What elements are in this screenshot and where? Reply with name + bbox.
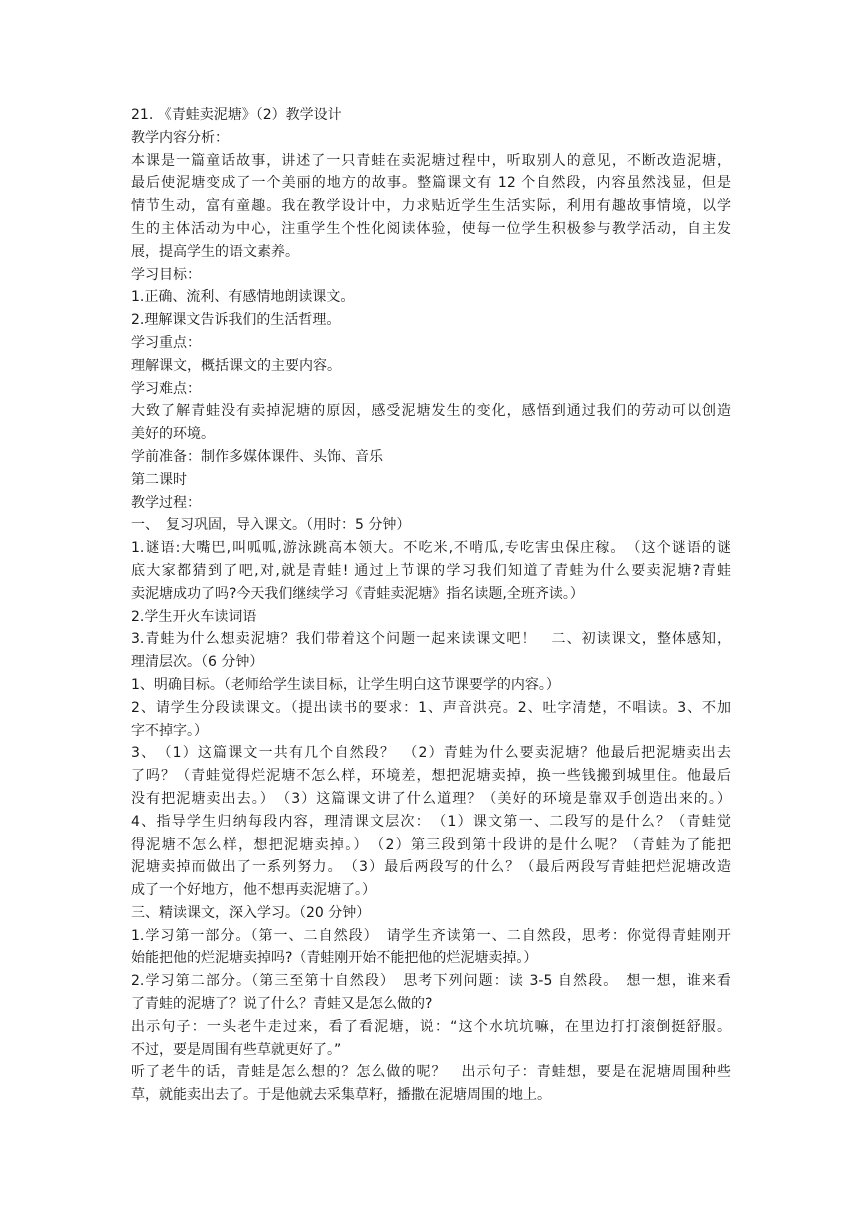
text-line: 字不掉字。） bbox=[131, 722, 208, 739]
text-line: 最后使泥塘变成了一个美丽的地方的故事。整篇课文有 12 个自然段，内容虽然浅显，但是 bbox=[131, 175, 731, 192]
text-line: 2.学生开火车读词语 bbox=[131, 608, 257, 625]
text-line: 1、明确目标。（老师给学生读目标，让学生明白这节课要学的内容。） bbox=[131, 676, 560, 693]
text-line: 草，就能卖出去了。于是他就去采集草籽，播撒在泥塘周围的地上。 bbox=[131, 1087, 551, 1104]
text-line: 情节生动，富有童趣。我在教学设计中，力求贴近学生生活实际，利用有趣故事情境，以学 bbox=[131, 198, 731, 215]
text-line: 教学过程： bbox=[131, 494, 201, 511]
text-line: 1.谜语:大嘴巴,叫呱呱,游泳跳高本领大。不吃米,不啃瓜,专吃害虫保庄稼。 （这个谜语的谜 bbox=[131, 540, 731, 557]
text-line: 2、请学生分段读课文。（提出读书的要求：1、声音洪亮。2、吐字清楚，不唱读。3、不加 bbox=[131, 699, 731, 716]
text-line: 理清层次。（6 分钟） bbox=[131, 654, 264, 671]
text-line: 1.正确、流利、有感情地朗读课文。 bbox=[131, 289, 355, 306]
document-page bbox=[131, 104, 731, 1107]
text-line: 没有把泥塘卖出去。） （3）这篇课文讲了什么道理？（美好的环境是靠双手创造出来的。） bbox=[131, 790, 731, 807]
text-line: 美好的环境。 bbox=[131, 426, 215, 443]
text-line: 一、 复习巩固，导入课文。（用时：5 分钟） bbox=[131, 517, 411, 534]
text-line: 三、精读课文，深入学习。（20 分钟） bbox=[131, 904, 371, 921]
text-line: 学习目标： bbox=[131, 266, 201, 283]
text-line: 第二课时 bbox=[131, 471, 187, 488]
text-line: 底大家都猜到了吧,对,就是青蛙! 通过上节课的学习我们知道了青蛙为什么要卖泥塘?青蛙 bbox=[131, 562, 731, 579]
text-line: 2.学习第二部分。（第三至第十自然段） 思考下列问题：读 3-5 自然段。 想一想，谁来看 bbox=[131, 973, 731, 990]
text-line: 了青蛙的泥塘了？说了什么？青蛙又是怎么做的? bbox=[131, 996, 433, 1013]
text-line: 教学内容分析： bbox=[131, 129, 229, 146]
text-line: 本课是一篇童话故事，讲述了一只青蛙在卖泥塘过程中，听取别人的意见，不断改造泥塘， bbox=[131, 152, 731, 169]
text-line: 得泥塘不怎么样，想把泥塘卖掉。） （2）第三段到第十段讲的是什么呢？（青蛙为了能把 bbox=[131, 836, 731, 853]
text-line: 1.学习第一部分。（第一、二自然段） 请学生齐读第一、二自然段，思考：你觉得青蛙刚开 bbox=[131, 927, 731, 944]
text-line: 学习难点： bbox=[131, 380, 201, 397]
text-line: 卖泥塘成功了吗?今天我们继续学习《青蛙卖泥塘》指名读题,全班齐读。） bbox=[131, 585, 584, 602]
text-line: 始能把他的烂泥塘卖掉吗?（青蛙刚开始不能把他的烂泥塘卖掉。） bbox=[131, 950, 538, 967]
text-line: 听了老牛的话，青蛙是怎么想的？怎么做的呢？ 出示句子：青蛙想，要是在泥塘周围种些 bbox=[131, 1064, 731, 1081]
text-line: 理解课文，概括课文的主要内容。 bbox=[131, 357, 341, 374]
text-line: 出示句子：一头老牛走过来，看了看泥塘，说：“这个水坑坑嘛，在里边打打滚倒挺舒服。 bbox=[131, 1018, 731, 1035]
text-line: 4、指导学生归纳每段内容，理清课文层次： （1）课文第一、二段写的是什么？（青蛙觉 bbox=[131, 813, 731, 830]
text-line: 泥塘卖掉而做出了一系列努力。 （3）最后两段写的什么？（最后两段写青蛙把烂泥塘改造 bbox=[131, 859, 731, 876]
text-line: 不过，要是周围有些草就更好了。” bbox=[131, 1041, 342, 1058]
text-line: 了吗？（青蛙觉得烂泥塘不怎么样，环境差，想把泥塘卖掉，换一些钱搬到城里住。他最后 bbox=[131, 768, 731, 785]
text-line: 大致了解青蛙没有卖掉泥塘的原因，感受泥塘发生的变化，感悟到通过我们的劳动可以创造 bbox=[131, 403, 731, 420]
text-line: 展，提高学生的语文素养。 bbox=[131, 243, 299, 260]
text-line: 3.青蛙为什么想卖泥塘？我们带着这个问题一起来读课文吧！ 二、初读课文，整体感知， bbox=[131, 631, 731, 648]
text-line: 生的主体活动为中心，注重学生个性化阅读体验，使每一位学生积极参与教学活动，自主发 bbox=[131, 220, 731, 237]
text-line: 2.理解课文告诉我们的生活哲理。 bbox=[131, 312, 341, 329]
document-title: 21. 《青蛙卖泥塘》（2）教学设计 bbox=[131, 107, 342, 123]
text-line: 3、 （1）这篇课文一共有几个自然段？ （2）青蛙为什么要卖泥塘？他最后把泥塘卖出去 bbox=[131, 745, 731, 762]
text-line: 学前准备：制作多媒体课件、头饰、音乐 bbox=[131, 448, 383, 465]
text-line: 学习重点： bbox=[131, 334, 201, 351]
text-line: 成了一个好地方，他不想再卖泥塘了。） bbox=[131, 882, 376, 899]
